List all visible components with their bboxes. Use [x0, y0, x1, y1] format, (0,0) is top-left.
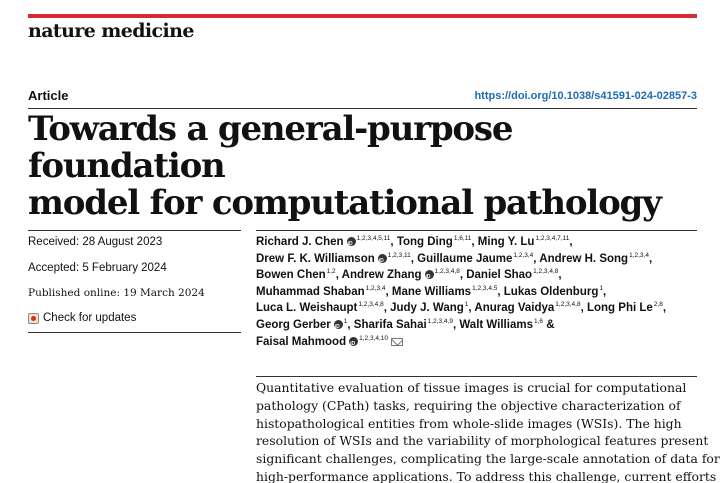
abstract-line: high-performance applications. To address this challenge, current efforts	[256, 468, 717, 483]
author-name[interactable]: Lukas Oldenburg$^1$	[503, 284, 603, 298]
author-name[interactable]: Long Phi Le$^{2,8}$	[586, 301, 663, 315]
author-name[interactable]: Walt Williams$^{1,6}$	[459, 317, 544, 331]
article-header-row	[28, 88, 697, 108]
author-line: Muhammad Shaban$^{1,2,3,4}$, Mane Williams$^{1,2,3,4,5}$, Lukas Oldenburg$^1$,	[256, 284, 607, 298]
journal-name[interactable]: nature medicine	[28, 20, 194, 42]
author-line: Georg GerberiD $^1$, Sharifa Sahai$^{1,2,3,4,9}$, Walt Williams$^{1,6}$ &	[256, 317, 697, 334]
journal-accent-bar	[28, 14, 697, 18]
author-line: Richard J. CheniD $^{1,2,3,4,5,11}$, Tong Ding$^{1,6,11}$, Ming Y. Lu$^{1,2,3,4,7,11}$,	[256, 234, 697, 251]
author-name[interactable]: Richard J. CheniD $^{1,2,3,4,5,11}$	[256, 236, 390, 248]
orcid-icon[interactable]	[347, 237, 356, 246]
author-name[interactable]: Anurag Vaidya$^{1,2,3,4,8}$	[474, 301, 581, 315]
author-name[interactable]: Ming Y. Lu$^{1,2,3,4,7,11}$	[477, 235, 570, 248]
dates-divider	[28, 230, 241, 231]
orcid-icon[interactable]	[349, 337, 358, 346]
author-name[interactable]: Faisal MahmoodiD $^{1,2,3,4,10}$	[256, 336, 403, 348]
doi-link[interactable]: https://doi.org/10.1038/s41591-024-02857-3	[474, 90, 697, 102]
dates-bottom-divider	[28, 332, 241, 333]
article-type: Article	[28, 88, 69, 103]
author-name[interactable]: Muhammad Shaban$^{1,2,3,4}$	[256, 284, 386, 298]
author-name[interactable]: Sharifa Sahai$^{1,2,3,4,9}$	[353, 317, 453, 331]
author-name[interactable]: Bowen Chen$^{1,2}$	[256, 268, 336, 282]
author-name[interactable]: Mane Williams$^{1,2,3,4,5}$	[391, 284, 498, 298]
check-for-updates-label: Check for updates	[43, 312, 137, 324]
mail-icon[interactable]	[391, 338, 403, 346]
author-list	[256, 234, 697, 350]
author-name[interactable]: Georg GerberiD $^1$	[256, 319, 347, 331]
author-line	[256, 334, 697, 351]
author-name[interactable]: Judy J. Wang$^1$	[390, 301, 469, 315]
published-date: Published online: 19 March 2024	[28, 287, 205, 299]
abstract-line: pathology (CPath) tasks, requiring the objective characterization of	[256, 397, 681, 413]
author-name[interactable]: Drew F. K. WilliamsoniD $^{1,2,3,11}$	[256, 253, 411, 265]
orcid-icon[interactable]	[334, 320, 343, 329]
author-name[interactable]: Daniel Shao$^{1,2,3,4,8}$	[466, 268, 559, 282]
abstract-divider	[256, 376, 697, 377]
abstract-line: resolution of WSIs and the variability of morphological features present	[256, 433, 709, 449]
author-name[interactable]: Andrew H. Song$^{1,2,3,4}$	[539, 251, 649, 265]
authors-divider	[256, 230, 697, 231]
author-name[interactable]: Luca L. Weishaupt$^{1,2,3,4,8}$	[256, 301, 384, 315]
orcid-icon[interactable]	[378, 254, 387, 263]
orcid-icon[interactable]	[425, 270, 434, 279]
abstract-line: histopathological entities from whole-slide images (WSIs). The high	[256, 415, 682, 431]
title-line: Towards a general-purpose foundation	[28, 109, 513, 186]
check-for-updates-button[interactable]	[28, 312, 136, 324]
abstract-line: significant challenges, complicating the large-scale annotation of data for	[256, 451, 720, 467]
author-line: Bowen Chen$^{1,2}$, Andrew ZhangiD $^{1,2,3,4,8}$, Daniel Shao$^{1,2,3,4,8}$,	[256, 267, 697, 284]
abstract-line: Quantitative evaluation of tissue images is crucial for computational	[256, 380, 687, 395]
author-name[interactable]: Andrew ZhangiD $^{1,2,3,4,8}$	[342, 269, 460, 281]
author-line: Drew F. K. WilliamsoniD $^{1,2,3,11}$, Guillaume Jaume$^{1,2,3,4}$, Andrew H. Song$^{1,2,3,4}$,	[256, 251, 697, 268]
author-name[interactable]: Tong Ding$^{1,6,11}$	[396, 235, 472, 248]
author-name[interactable]: Guillaume Jaume$^{1,2,3,4}$	[417, 251, 534, 265]
abstract	[256, 379, 720, 483]
article-title	[28, 111, 688, 222]
received-date: Received: 28 August 2023	[28, 236, 163, 248]
accepted-date: Accepted: 5 February 2024	[28, 262, 167, 274]
title-line: model for computational pathology	[28, 183, 661, 223]
check-updates-icon	[28, 313, 39, 324]
author-line: Luca L. Weishaupt$^{1,2,3,4,8}$, Judy J. Wang$^1$, Anurag Vaidya$^{1,2,3,4,8}$, Long Phi Le$^{2,8}$,	[256, 301, 667, 315]
